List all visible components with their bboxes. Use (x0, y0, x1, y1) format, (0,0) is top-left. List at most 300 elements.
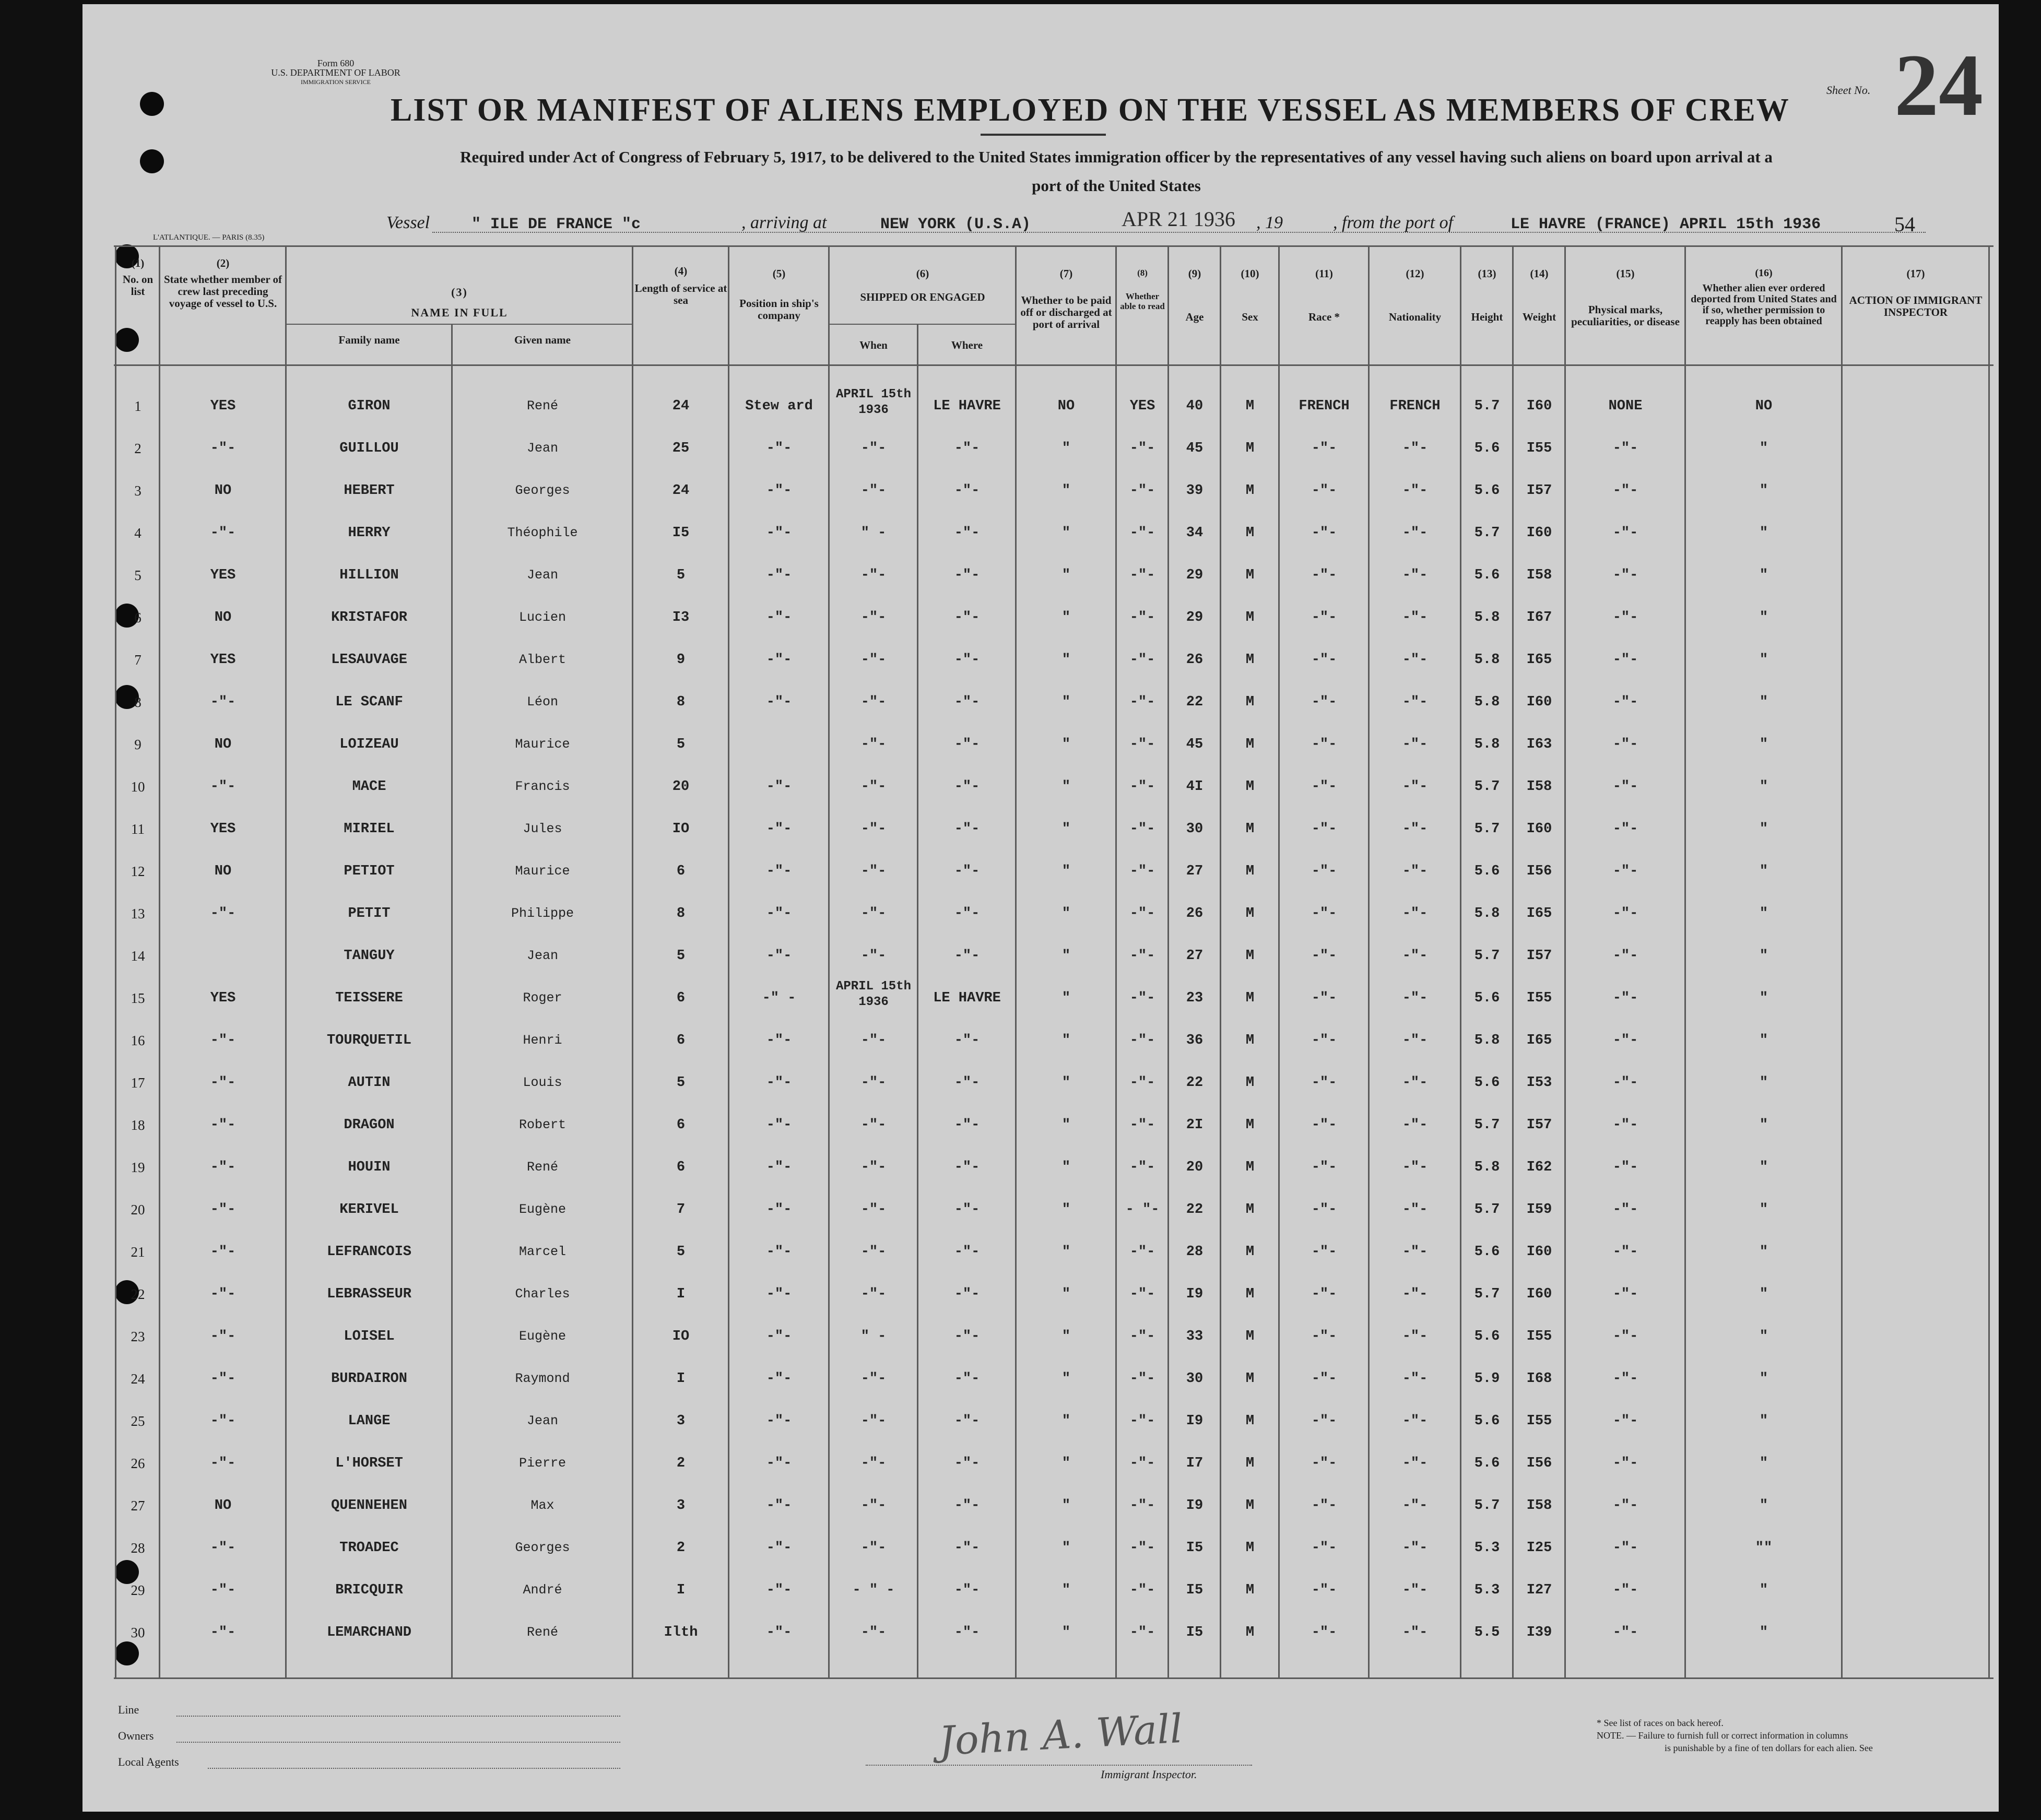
shipped-where-cell: -"- (954, 1371, 980, 1387)
age-cell: I5 (1186, 1540, 1204, 1556)
previous-voyage-cell: -"- (210, 1625, 236, 1640)
nationality-cell: -"- (1402, 441, 1428, 456)
previous-voyage-cell: -"- (210, 1329, 236, 1344)
able-to-read-cell: -"- (1129, 652, 1155, 668)
previous-voyage-cell: -"- (210, 1413, 236, 1429)
service-length-cell: 9 (676, 652, 686, 668)
deported-cell: " (1759, 821, 1768, 837)
service-length-cell: 24 (672, 398, 690, 414)
shipped-when-cell: APRIL 15th 1936 (835, 979, 912, 1009)
age-cell: 29 (1186, 568, 1204, 583)
race-cell: -"- (1311, 610, 1337, 625)
sheet-no-label: Sheet No. (1826, 84, 1871, 97)
previous-voyage-cell: -"- (210, 1033, 236, 1048)
physical-marks-cell: -"- (1612, 1498, 1638, 1514)
sex-cell: M (1245, 652, 1255, 668)
deported-cell: " (1759, 1117, 1768, 1133)
deported-cell: " (1759, 568, 1768, 583)
previous-voyage-cell: -"- (210, 1117, 236, 1133)
age-cell: 2I (1186, 1117, 1204, 1133)
service-length-cell: 6 (676, 990, 686, 1006)
nationality-cell: -"- (1402, 1413, 1428, 1429)
able-to-read-cell: -"- (1129, 1075, 1155, 1091)
family-name-cell: L'HORSET (335, 1456, 403, 1471)
line-label: Line (118, 1703, 139, 1716)
shipped-when-cell: -"- (860, 737, 887, 752)
row-number: 24 (131, 1371, 145, 1387)
race-footnote: * See list of races on back hereof. (1597, 1718, 1724, 1728)
nationality-cell: -"- (1402, 1371, 1428, 1387)
inspector-signature: John A. Wall (937, 1705, 1184, 1765)
race-cell: -"- (1311, 864, 1337, 879)
shipped-when-cell: -"- (860, 694, 887, 710)
given-name-cell: Louis (523, 1075, 562, 1090)
physical-marks-cell: -"- (1612, 990, 1638, 1006)
physical-marks-cell: -"- (1612, 1160, 1638, 1175)
given-name-cell: Maurice (515, 864, 570, 879)
nationality-cell: -"- (1402, 483, 1428, 499)
weight-cell: I57 (1526, 948, 1552, 964)
family-name-cell: HERRY (348, 525, 391, 541)
race-cell: -"- (1311, 441, 1337, 456)
physical-marks-cell: -"- (1612, 483, 1638, 499)
signature-rule (866, 1765, 1252, 1766)
age-cell: 22 (1186, 1075, 1204, 1091)
deported-cell: " (1759, 1371, 1768, 1387)
height-cell: 5.7 (1474, 948, 1500, 964)
race-cell: -"- (1311, 1160, 1337, 1175)
shipped-when-cell: -"- (860, 441, 887, 456)
shipped-when-cell: -"- (860, 652, 887, 668)
nationality-cell: -"- (1402, 1540, 1428, 1556)
physical-marks-cell: -"- (1612, 1625, 1638, 1640)
row-number: 17 (131, 1075, 145, 1091)
weight-cell: I65 (1526, 652, 1552, 668)
race-cell: -"- (1311, 1540, 1337, 1556)
shipped-when-cell: -"- (860, 779, 887, 795)
physical-marks-cell: -"- (1612, 1075, 1638, 1091)
sex-cell: M (1245, 568, 1255, 583)
position-cell: -"- (766, 948, 792, 964)
position-cell: Stew ard (745, 398, 813, 414)
paid-off-cell: " (1061, 1582, 1071, 1598)
nationality-cell: -"- (1402, 1582, 1428, 1598)
previous-voyage-cell: NO (214, 864, 232, 879)
shipped-where-cell: -"- (954, 694, 980, 710)
race-cell: FRENCH (1299, 398, 1350, 414)
position-cell: -"- (766, 1244, 792, 1260)
height-cell: 5.8 (1474, 610, 1500, 625)
shipped-when-cell: -"- (860, 483, 887, 499)
service-length-cell: 24 (672, 483, 690, 499)
sex-cell: M (1245, 948, 1255, 964)
shipped-when-cell: -"- (860, 821, 887, 837)
race-cell: -"- (1311, 1582, 1337, 1598)
sex-cell: M (1245, 1498, 1255, 1514)
physical-marks-cell: -"- (1612, 1244, 1638, 1260)
given-name-cell: Robert (518, 1117, 566, 1132)
age-cell: 28 (1186, 1244, 1204, 1260)
able-to-read-cell: YES (1129, 398, 1155, 414)
previous-voyage-cell: -"- (210, 779, 236, 795)
row-number: 7 (134, 652, 141, 668)
paid-off-cell: " (1061, 821, 1071, 837)
given-name-cell: Jean (526, 568, 558, 583)
service-length-cell: I3 (672, 610, 690, 625)
shipped-when-cell: - " - (852, 1582, 895, 1598)
row-number: 14 (131, 948, 145, 964)
row-number: 28 (131, 1540, 145, 1556)
height-cell: 5.6 (1474, 864, 1500, 879)
given-name-cell: René (526, 398, 558, 413)
paid-off-cell: " (1061, 483, 1071, 499)
physical-marks-cell: -"- (1612, 1286, 1638, 1302)
paid-off-cell: " (1061, 1413, 1071, 1429)
race-cell: -"- (1311, 990, 1337, 1006)
race-cell: -"- (1311, 1202, 1337, 1218)
race-cell: -"- (1311, 652, 1337, 668)
shipped-where-cell: -"- (954, 1244, 980, 1260)
printer-mark: L'ATLANTIQUE. — PARIS (8.35) (153, 233, 265, 242)
nationality-cell: -"- (1402, 1033, 1428, 1048)
sex-cell: M (1245, 1582, 1255, 1598)
from-port-label: , from the port of (1333, 213, 1454, 232)
deported-cell: " (1759, 483, 1768, 499)
race-cell: -"- (1311, 1329, 1337, 1344)
paid-off-cell: " (1061, 652, 1071, 668)
manifest-rows (82, 4, 1999, 1727)
age-cell: 22 (1186, 1202, 1204, 1218)
race-cell: -"- (1311, 568, 1337, 583)
height-cell: 5.8 (1474, 652, 1500, 668)
physical-marks-cell: -"- (1612, 1033, 1638, 1048)
height-cell: 5.7 (1474, 1498, 1500, 1514)
age-cell: 30 (1186, 821, 1204, 837)
col-header-name: (3) NAME IN FULL (411, 286, 508, 319)
age-cell: I9 (1186, 1286, 1204, 1302)
position-cell: -"- (766, 1202, 792, 1218)
service-length-cell: IO (672, 1329, 690, 1344)
deported-cell: " (1759, 1625, 1768, 1640)
height-cell: 5.7 (1474, 525, 1500, 541)
table-row (82, 1371, 1993, 1413)
row-number: 16 (131, 1033, 145, 1048)
shipped-when-cell: " - (860, 1329, 887, 1344)
age-cell: 33 (1186, 1329, 1204, 1344)
line-rule (176, 1716, 620, 1717)
nationality-cell: -"- (1402, 568, 1428, 583)
able-to-read-cell: -"- (1129, 948, 1155, 964)
previous-voyage-cell: NO (214, 483, 232, 499)
shipped-when-cell: -"- (860, 1033, 887, 1048)
sex-cell: M (1245, 1202, 1255, 1218)
service-length-cell: Ilth (664, 1625, 698, 1640)
weight-cell: I56 (1526, 1456, 1552, 1471)
service-length-cell: IO (672, 821, 690, 837)
race-cell: -"- (1311, 1413, 1337, 1429)
height-cell: 5.6 (1474, 1244, 1500, 1260)
nationality-cell: -"- (1402, 525, 1428, 541)
height-cell: 5.7 (1474, 1202, 1500, 1218)
row-number: 18 (131, 1117, 145, 1133)
paid-off-cell: " (1061, 1117, 1071, 1133)
paid-off-cell: NO (1057, 398, 1075, 414)
col-header-race: (11) Race * (1308, 267, 1340, 323)
previous-voyage-cell: NO (214, 1498, 232, 1514)
able-to-read-cell: -"- (1129, 779, 1155, 795)
able-to-read-cell: -"- (1129, 610, 1155, 625)
family-name-cell: PETIOT (344, 864, 395, 879)
row-number: 29 (131, 1582, 145, 1598)
race-cell: -"- (1311, 948, 1337, 964)
position-cell: -"- (766, 525, 792, 541)
position-cell: -"- (766, 864, 792, 879)
sex-cell: M (1245, 483, 1255, 499)
age-cell: 45 (1186, 737, 1204, 752)
shipped-when-cell: -"- (860, 1413, 887, 1429)
service-length-cell: 8 (676, 694, 686, 710)
race-cell: -"- (1311, 1033, 1337, 1048)
shipped-when-cell: -"- (860, 906, 887, 921)
weight-cell: I55 (1526, 1413, 1552, 1429)
height-cell: 5.6 (1474, 568, 1500, 583)
given-name-cell: Marcel (518, 1244, 566, 1259)
position-cell: -"- (766, 1117, 792, 1133)
col-header-given-name: Given name (514, 334, 571, 346)
race-cell: -"- (1311, 906, 1337, 921)
family-name-cell: TROADEC (339, 1540, 399, 1556)
form-subtitle-line1: Required under Act of Congress of February 5, 1917, to be delivered to the United States immigration officer by the representatives of any vessel having such aliens on board upon arrival at a (460, 148, 1773, 166)
given-name-cell: Francis (515, 779, 570, 794)
table-row (82, 948, 1993, 990)
able-to-read-cell: -"- (1129, 1413, 1155, 1429)
weight-cell: I63 (1526, 737, 1552, 752)
deported-cell: " (1759, 1329, 1768, 1344)
form-subtitle-line2: port of the United States (1032, 176, 1201, 195)
deported-cell: " (1759, 1075, 1768, 1091)
table-row (82, 610, 1993, 652)
previous-voyage-cell: -"- (210, 694, 236, 710)
height-cell: 5.8 (1474, 906, 1500, 921)
weight-cell: I27 (1526, 1582, 1552, 1598)
paid-off-cell: " (1061, 1202, 1071, 1218)
note: NOTE. — Failure to furnish full or correct information in columns (1597, 1730, 1848, 1741)
able-to-read-cell: -"- (1129, 821, 1155, 837)
given-name-cell: Philippe (511, 906, 574, 921)
able-to-read-cell: -"- (1129, 441, 1155, 456)
weight-cell: I60 (1526, 821, 1552, 837)
shipped-where-cell: -"- (954, 1033, 980, 1048)
height-cell: 5.8 (1474, 1160, 1500, 1175)
sex-cell: M (1245, 1540, 1255, 1556)
shipped-where-cell: -"- (954, 906, 980, 921)
sex-cell: M (1245, 779, 1255, 795)
height-cell: 5.8 (1474, 737, 1500, 752)
manifest-sheet (82, 4, 1999, 1812)
deported-cell: NO (1755, 398, 1773, 414)
family-name-cell: AUTIN (348, 1075, 391, 1091)
race-cell: -"- (1311, 779, 1337, 795)
sex-cell: M (1245, 1117, 1255, 1133)
weight-cell: I57 (1526, 1117, 1552, 1133)
col-header-no: (1) No. on list (122, 257, 154, 298)
position-cell: -"- (766, 1498, 792, 1514)
sex-cell: M (1245, 737, 1255, 752)
table-row (82, 483, 1993, 525)
nationality-cell: -"- (1402, 821, 1428, 837)
physical-marks-cell: NONE (1608, 398, 1643, 414)
height-cell: 5.7 (1474, 1286, 1500, 1302)
shipped-when-cell: -"- (860, 610, 887, 625)
given-name-cell: Léon (526, 694, 558, 710)
form-number: Form 680 (317, 58, 355, 68)
position-cell: -"- (766, 1286, 792, 1302)
paid-off-cell: " (1061, 1286, 1071, 1302)
physical-marks-cell: -"- (1612, 906, 1638, 921)
row-number: 26 (131, 1456, 145, 1471)
given-name-cell: Eugène (518, 1202, 566, 1217)
col-header-read: (8) Whether able to read (1120, 268, 1165, 311)
row-number: 27 (131, 1498, 145, 1514)
vessel-label: Vessel (386, 213, 430, 232)
position-cell: -"- (766, 694, 792, 710)
paid-off-cell: " (1061, 1033, 1071, 1048)
deported-cell: " (1759, 1160, 1768, 1175)
col-header-physical-marks: (15) Physical marks, peculiarities, or disease (1571, 267, 1680, 328)
able-to-read-cell: -"- (1129, 1117, 1155, 1133)
physical-marks-cell: -"- (1612, 1456, 1638, 1471)
family-name-cell: HEBERT (344, 483, 395, 499)
nationality-cell: -"- (1402, 1160, 1428, 1175)
family-name-cell: LANGE (348, 1413, 391, 1429)
row-number: 12 (131, 864, 145, 879)
weight-cell: I60 (1526, 525, 1552, 541)
table-row (82, 1329, 1993, 1371)
owners-label: Owners (118, 1729, 154, 1742)
shipped-where-cell: -"- (954, 483, 980, 499)
row-number: 25 (131, 1413, 145, 1429)
able-to-read-cell: -"- (1129, 568, 1155, 583)
paid-off-cell: " (1061, 1498, 1071, 1514)
previous-voyage-cell: -"- (210, 441, 236, 456)
paid-off-cell: " (1061, 1075, 1071, 1091)
paid-off-cell: " (1061, 779, 1071, 795)
given-name-cell: Lucien (518, 610, 566, 625)
shipped-where-cell: -"- (954, 1202, 980, 1218)
shipped-where-cell: -"- (954, 610, 980, 625)
deported-cell: " (1759, 1244, 1768, 1260)
deported-cell: " (1759, 1286, 1768, 1302)
position-cell: -"- (766, 1582, 792, 1598)
immigrant-inspector-label: Immigrant Inspector. (1101, 1768, 1197, 1781)
family-name-cell: QUENNEHEN (331, 1498, 407, 1514)
row-number: 4 (134, 525, 141, 541)
given-name-cell: René (526, 1160, 558, 1175)
race-cell: -"- (1311, 821, 1337, 837)
arriving-label: , arriving at (741, 213, 827, 232)
table-row (82, 1540, 1993, 1582)
physical-marks-cell: -"- (1612, 1540, 1638, 1556)
age-cell: 27 (1186, 864, 1204, 879)
shipped-where-cell: -"- (954, 737, 980, 752)
paid-off-cell: " (1061, 1625, 1071, 1640)
physical-marks-cell: -"- (1612, 1117, 1638, 1133)
table-row (82, 1582, 1993, 1625)
service-length-cell: 2 (676, 1540, 686, 1556)
age-cell: I5 (1186, 1582, 1204, 1598)
nationality-cell: -"- (1402, 1075, 1428, 1091)
age-cell: 27 (1186, 948, 1204, 964)
height-cell: 5.6 (1474, 990, 1500, 1006)
given-name-cell: Henri (523, 1033, 562, 1048)
table-row (82, 1202, 1993, 1244)
deported-cell: " (1759, 1413, 1768, 1429)
race-cell: -"- (1311, 737, 1337, 752)
shipped-where-cell: -"- (954, 1329, 980, 1344)
height-cell: 5.7 (1474, 398, 1500, 414)
race-cell: -"- (1311, 1286, 1337, 1302)
table-row (82, 737, 1993, 779)
shipped-when-cell: -"- (860, 948, 887, 964)
position-cell: -"- (766, 1540, 792, 1556)
service-length-cell: 5 (676, 1244, 686, 1260)
able-to-read-cell: -"- (1129, 525, 1155, 541)
deported-cell: " (1759, 1582, 1768, 1598)
row-number: 8 (134, 694, 141, 710)
sex-cell: M (1245, 610, 1255, 625)
table-row (82, 821, 1993, 864)
shipped-where-cell: LE HAVRE (933, 398, 1001, 414)
weight-cell: I55 (1526, 1329, 1552, 1344)
weight-cell: I55 (1526, 441, 1552, 456)
previous-voyage-cell: -"- (210, 1456, 236, 1471)
position-cell: -"- (766, 1160, 792, 1175)
shipped-where-cell: -"- (954, 1625, 980, 1640)
service-length-cell: 8 (676, 906, 686, 921)
age-cell: 39 (1186, 483, 1204, 499)
given-name-cell: Jean (526, 1413, 558, 1428)
physical-marks-cell: -"- (1612, 779, 1638, 795)
position-cell: -"- (766, 1371, 792, 1387)
nationality-cell: -"- (1402, 1329, 1428, 1344)
row-number: 22 (131, 1286, 145, 1302)
shipped-where-cell: -"- (954, 1456, 980, 1471)
row-number: 3 (134, 483, 141, 499)
height-cell: 5.6 (1474, 1075, 1500, 1091)
nationality-cell: -"- (1402, 948, 1428, 964)
weight-cell: I58 (1526, 568, 1552, 583)
deported-cell: " (1759, 1456, 1768, 1471)
service-length-cell: 3 (676, 1413, 686, 1429)
position-cell: -"- (766, 483, 792, 499)
col-header-inspector-action: (17) ACTION OF IMMIGRANT INSPECTOR (1849, 267, 1983, 318)
table-row (82, 694, 1993, 737)
nationality-cell: -"- (1402, 652, 1428, 668)
table-row (82, 1244, 1993, 1286)
col-header-height: (13) Height (1471, 267, 1503, 323)
previous-voyage-cell: YES (210, 568, 236, 583)
age-cell: 34 (1186, 525, 1204, 541)
col-header-position: (5) Position in ship's company (739, 267, 819, 322)
physical-marks-cell: -"- (1612, 652, 1638, 668)
family-name-cell: TEISSERE (335, 990, 403, 1006)
row-number: 20 (131, 1202, 145, 1218)
height-cell: 5.7 (1474, 1117, 1500, 1133)
able-to-read-cell: -"- (1129, 1498, 1155, 1514)
weight-cell: I65 (1526, 906, 1552, 921)
weight-cell: I60 (1526, 694, 1552, 710)
position-cell: -"- (766, 1413, 792, 1429)
